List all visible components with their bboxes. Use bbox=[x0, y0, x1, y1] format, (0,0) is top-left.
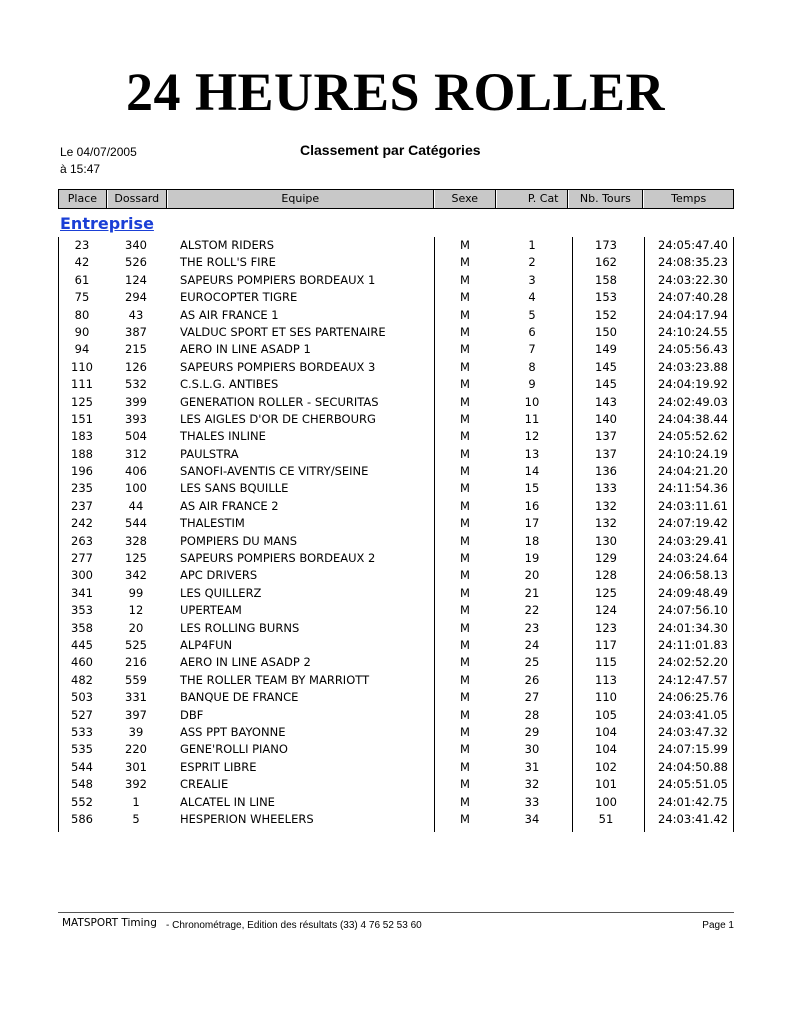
cell-dossard: 397 bbox=[125, 707, 147, 722]
cell-temps: 24:07:56.10 bbox=[658, 603, 728, 618]
cell-place: 460 bbox=[71, 655, 93, 670]
cell-dossard: 312 bbox=[125, 446, 147, 461]
cell-sexe: M bbox=[460, 672, 470, 687]
table-row bbox=[58, 811, 734, 828]
cell-equipe: ASS PPT BAYONNE bbox=[180, 724, 286, 739]
cell-place: 183 bbox=[71, 429, 93, 444]
cell-pcat: 34 bbox=[524, 811, 540, 826]
cell-temps: 24:02:49.03 bbox=[658, 394, 728, 409]
column-header-dossard: Dossard bbox=[107, 190, 167, 208]
cell-temps: 24:10:24.19 bbox=[658, 446, 728, 461]
cell-tours: 123 bbox=[595, 620, 617, 635]
cell-dossard: 504 bbox=[125, 429, 147, 444]
table-row bbox=[58, 428, 734, 445]
cell-tours: 125 bbox=[595, 585, 617, 600]
cell-dossard: 559 bbox=[125, 672, 147, 687]
cell-tours: 152 bbox=[595, 307, 617, 322]
cell-place: 548 bbox=[71, 777, 93, 792]
table-row bbox=[58, 759, 734, 776]
cell-equipe: DBF bbox=[180, 707, 204, 722]
cell-place: 544 bbox=[71, 759, 93, 774]
cell-dossard: 399 bbox=[125, 394, 147, 409]
cell-place: 23 bbox=[74, 238, 90, 252]
cell-pcat: 12 bbox=[524, 429, 540, 444]
table-row bbox=[58, 707, 734, 724]
cell-place: 125 bbox=[71, 394, 93, 409]
cell-sexe: M bbox=[460, 811, 470, 826]
column-header-pcat: P. Cat bbox=[496, 190, 568, 208]
column-header-place: Place bbox=[59, 190, 107, 208]
cell-tours: 153 bbox=[595, 290, 617, 305]
cell-sexe: M bbox=[460, 238, 470, 252]
table-row bbox=[58, 480, 734, 497]
cell-tours: 101 bbox=[595, 777, 617, 792]
cell-equipe: AERO IN LINE ASADP 1 bbox=[180, 342, 311, 357]
report-time: à 15:47 bbox=[60, 162, 101, 176]
cell-dossard: 12 bbox=[128, 603, 144, 618]
cell-place: 445 bbox=[71, 637, 93, 652]
cell-equipe: LES SANS BQUILLE bbox=[180, 481, 289, 496]
table-row bbox=[58, 567, 734, 584]
cell-dossard: 525 bbox=[125, 637, 147, 652]
cell-dossard: 328 bbox=[125, 533, 147, 548]
cell-equipe: SAPEURS POMPIERS BORDEAUX 3 bbox=[180, 359, 376, 374]
cell-pcat: 21 bbox=[524, 585, 540, 600]
cell-temps: 24:03:41.42 bbox=[658, 811, 728, 826]
cell-place: 503 bbox=[71, 690, 93, 705]
cell-pcat: 19 bbox=[524, 551, 540, 566]
cell-sexe: M bbox=[460, 255, 470, 270]
cell-sexe: M bbox=[460, 637, 470, 652]
cell-temps: 24:04:50.88 bbox=[658, 759, 728, 774]
cell-equipe: THE ROLLER TEAM BY MARRIOTT bbox=[180, 672, 370, 687]
cell-tours: 158 bbox=[595, 272, 617, 287]
cell-temps: 24:08:35.23 bbox=[658, 255, 728, 270]
cell-sexe: M bbox=[460, 411, 470, 426]
cell-temps: 24:11:01.83 bbox=[658, 637, 728, 652]
cell-sexe: M bbox=[460, 707, 470, 722]
table-row bbox=[58, 289, 734, 306]
cell-sexe: M bbox=[460, 603, 470, 618]
cell-pcat: 18 bbox=[524, 533, 540, 548]
cell-equipe: EUROCOPTER TIGRE bbox=[180, 290, 298, 305]
table-row bbox=[58, 307, 734, 324]
cell-temps: 24:05:56.43 bbox=[658, 342, 728, 357]
cell-tours: 104 bbox=[595, 724, 617, 739]
table-row bbox=[58, 741, 734, 758]
table-row bbox=[58, 463, 734, 480]
cell-dossard: 301 bbox=[125, 759, 147, 774]
cell-temps: 24:03:47.32 bbox=[658, 724, 728, 739]
cell-sexe: M bbox=[460, 290, 470, 305]
cell-pcat: 30 bbox=[524, 742, 540, 757]
cell-place: 90 bbox=[74, 324, 90, 339]
cell-pcat: 29 bbox=[524, 724, 540, 739]
cell-tours: 115 bbox=[595, 655, 617, 670]
cell-equipe: THALES INLINE bbox=[180, 429, 266, 444]
cell-pcat: 10 bbox=[524, 394, 540, 409]
cell-pcat: 13 bbox=[524, 446, 540, 461]
cell-dossard: 387 bbox=[125, 324, 147, 339]
cell-temps: 24:04:19.92 bbox=[658, 377, 728, 392]
column-header-sexe: Sexe bbox=[434, 190, 496, 208]
cell-dossard: 126 bbox=[125, 359, 147, 374]
cell-equipe: AS AIR FRANCE 2 bbox=[180, 498, 279, 513]
cell-dossard: 124 bbox=[125, 272, 147, 287]
cell-pcat: 2 bbox=[528, 255, 536, 270]
cell-equipe: SAPEURS POMPIERS BORDEAUX 2 bbox=[180, 551, 376, 566]
cell-place: 533 bbox=[71, 724, 93, 739]
footer-text: - Chronométrage, Edition des résultats (33) 4 76 52 53 60 bbox=[166, 920, 422, 931]
cell-sexe: M bbox=[460, 429, 470, 444]
table-row bbox=[58, 776, 734, 793]
cell-tours: 173 bbox=[595, 238, 617, 252]
cell-sexe: M bbox=[460, 324, 470, 339]
column-header-equipe: Equipe bbox=[167, 190, 434, 208]
cell-tours: 133 bbox=[595, 481, 617, 496]
cell-dossard: 44 bbox=[128, 498, 144, 513]
table-row bbox=[58, 724, 734, 741]
cell-temps: 24:03:29.41 bbox=[658, 533, 728, 548]
cell-sexe: M bbox=[460, 342, 470, 357]
table-row bbox=[58, 341, 734, 358]
cell-tours: 124 bbox=[595, 603, 617, 618]
cell-temps: 24:01:42.75 bbox=[658, 794, 728, 809]
cell-temps: 24:01:34.30 bbox=[658, 620, 728, 635]
cell-temps: 24:03:24.64 bbox=[658, 551, 728, 566]
cell-dossard: 20 bbox=[128, 620, 144, 635]
cell-place: 196 bbox=[71, 464, 93, 479]
footer-brand: MATSPORT Timing bbox=[62, 917, 157, 929]
cell-sexe: M bbox=[460, 533, 470, 548]
cell-equipe: HESPERION WHEELERS bbox=[180, 811, 314, 826]
table-row bbox=[58, 411, 734, 428]
cell-equipe: AS AIR FRANCE 1 bbox=[180, 307, 279, 322]
cell-pcat: 15 bbox=[524, 481, 540, 496]
cell-dossard: 340 bbox=[125, 238, 147, 252]
cell-pcat: 22 bbox=[524, 603, 540, 618]
cell-tours: 150 bbox=[595, 324, 617, 339]
cell-temps: 24:02:52.20 bbox=[658, 655, 728, 670]
table-row bbox=[58, 324, 734, 341]
column-header-tours: Nb. Tours bbox=[568, 190, 644, 208]
cell-tours: 113 bbox=[595, 672, 617, 687]
cell-tours: 51 bbox=[598, 811, 614, 826]
cell-pcat: 3 bbox=[528, 272, 536, 287]
cell-temps: 24:06:25.76 bbox=[658, 690, 728, 705]
table-row bbox=[58, 237, 734, 254]
category-title[interactable]: Entreprise bbox=[60, 214, 154, 233]
cell-pcat: 4 bbox=[528, 290, 536, 305]
table-row bbox=[58, 515, 734, 532]
cell-place: 110 bbox=[71, 359, 93, 374]
footer-divider bbox=[58, 912, 734, 913]
cell-tours: 102 bbox=[595, 759, 617, 774]
table-row bbox=[58, 498, 734, 515]
cell-equipe: SAPEURS POMPIERS BORDEAUX 1 bbox=[180, 272, 376, 287]
cell-pcat: 20 bbox=[524, 568, 540, 583]
cell-place: 535 bbox=[71, 742, 93, 757]
cell-tours: 145 bbox=[595, 377, 617, 392]
cell-temps: 24:03:22.30 bbox=[658, 272, 728, 287]
cell-dossard: 39 bbox=[128, 724, 144, 739]
cell-temps: 24:04:17.94 bbox=[658, 307, 728, 322]
table-row bbox=[58, 689, 734, 706]
cell-sexe: M bbox=[460, 446, 470, 461]
cell-equipe: GENE'ROLLI PIANO bbox=[180, 742, 288, 757]
cell-tours: 132 bbox=[595, 516, 617, 531]
cell-equipe: AERO IN LINE ASADP 2 bbox=[180, 655, 311, 670]
cell-tours: 104 bbox=[595, 742, 617, 757]
cell-temps: 24:06:58.13 bbox=[658, 568, 728, 583]
cell-tours: 162 bbox=[595, 255, 617, 270]
cell-place: 358 bbox=[71, 620, 93, 635]
report-date: Le 04/07/2005 bbox=[60, 145, 137, 159]
table-body bbox=[58, 237, 734, 828]
cell-pcat: 14 bbox=[524, 464, 540, 479]
cell-equipe: VALDUC SPORT ET SES PARTENAIRE bbox=[180, 324, 386, 339]
cell-equipe: ALP4FUN bbox=[180, 637, 233, 652]
cell-dossard: 100 bbox=[125, 481, 147, 496]
column-header-temps: Temps bbox=[643, 190, 733, 208]
cell-sexe: M bbox=[460, 690, 470, 705]
cell-sexe: M bbox=[460, 464, 470, 479]
cell-tours: 140 bbox=[595, 411, 617, 426]
cell-pcat: 31 bbox=[524, 759, 540, 774]
cell-tours: 129 bbox=[595, 551, 617, 566]
cell-dossard: 526 bbox=[125, 255, 147, 270]
cell-pcat: 1 bbox=[528, 238, 536, 252]
cell-place: 353 bbox=[71, 603, 93, 618]
cell-tours: 100 bbox=[595, 794, 617, 809]
cell-dossard: 216 bbox=[125, 655, 147, 670]
cell-temps: 24:05:52.62 bbox=[658, 429, 728, 444]
cell-pcat: 6 bbox=[528, 324, 536, 339]
cell-pcat: 11 bbox=[524, 411, 540, 426]
cell-place: 75 bbox=[74, 290, 90, 305]
cell-sexe: M bbox=[460, 568, 470, 583]
table-row bbox=[58, 376, 734, 393]
cell-equipe: LES ROLLING BURNS bbox=[180, 620, 300, 635]
cell-equipe: ESPRIT LIBRE bbox=[180, 759, 257, 774]
table-row bbox=[58, 394, 734, 411]
cell-equipe: SANOFI-AVENTIS CE VITRY/SEINE bbox=[180, 464, 369, 479]
cell-tours: 137 bbox=[595, 429, 617, 444]
cell-tours: 145 bbox=[595, 359, 617, 374]
cell-dossard: 331 bbox=[125, 690, 147, 705]
cell-sexe: M bbox=[460, 742, 470, 757]
cell-temps: 24:05:51.05 bbox=[658, 777, 728, 792]
cell-place: 263 bbox=[71, 533, 93, 548]
table-row bbox=[58, 637, 734, 654]
cell-dossard: 406 bbox=[125, 464, 147, 479]
cell-equipe: ALCATEL IN LINE bbox=[180, 794, 275, 809]
cell-pcat: 26 bbox=[524, 672, 540, 687]
cell-place: 188 bbox=[71, 446, 93, 461]
cell-pcat: 32 bbox=[524, 777, 540, 792]
cell-equipe: LES QUILLERZ bbox=[180, 585, 262, 600]
cell-place: 61 bbox=[74, 272, 90, 287]
cell-dossard: 1 bbox=[132, 794, 140, 809]
cell-sexe: M bbox=[460, 551, 470, 566]
cell-equipe: GENERATION ROLLER - SECURITAS bbox=[180, 394, 379, 409]
cell-equipe: UPERTEAM bbox=[180, 603, 242, 618]
cell-place: 94 bbox=[74, 342, 90, 357]
cell-sexe: M bbox=[460, 620, 470, 635]
cell-dossard: 294 bbox=[125, 290, 147, 305]
cell-temps: 24:09:48.49 bbox=[658, 585, 728, 600]
cell-sexe: M bbox=[460, 655, 470, 670]
cell-sexe: M bbox=[460, 777, 470, 792]
page-number: Page 1 bbox=[702, 920, 734, 931]
table-row bbox=[58, 654, 734, 671]
cell-temps: 24:07:40.28 bbox=[658, 290, 728, 305]
cell-place: 242 bbox=[71, 516, 93, 531]
cell-equipe: THE ROLL'S FIRE bbox=[180, 255, 276, 270]
cell-place: 80 bbox=[74, 307, 90, 322]
cell-temps: 24:03:23.88 bbox=[658, 359, 728, 374]
cell-pcat: 16 bbox=[524, 498, 540, 513]
table-row bbox=[58, 602, 734, 619]
results-table bbox=[58, 237, 734, 832]
cell-place: 552 bbox=[71, 794, 93, 809]
cell-equipe: LES AIGLES D'OR DE CHERBOURG bbox=[180, 411, 376, 426]
cell-dossard: 532 bbox=[125, 377, 147, 392]
cell-equipe: POMPIERS DU MANS bbox=[180, 533, 298, 548]
cell-pcat: 25 bbox=[524, 655, 540, 670]
cell-temps: 24:04:38.44 bbox=[658, 411, 728, 426]
cell-place: 300 bbox=[71, 568, 93, 583]
cell-pcat: 9 bbox=[528, 377, 536, 392]
cell-equipe: APC DRIVERS bbox=[180, 568, 258, 583]
cell-place: 237 bbox=[71, 498, 93, 513]
cell-sexe: M bbox=[460, 481, 470, 496]
cell-tours: 130 bbox=[595, 533, 617, 548]
table-row bbox=[58, 533, 734, 550]
cell-sexe: M bbox=[460, 394, 470, 409]
cell-dossard: 99 bbox=[128, 585, 144, 600]
cell-equipe: BANQUE DE FRANCE bbox=[180, 690, 299, 705]
cell-pcat: 5 bbox=[528, 307, 536, 322]
cell-temps: 24:05:47.40 bbox=[658, 238, 728, 252]
table-row bbox=[58, 254, 734, 271]
cell-tours: 117 bbox=[595, 637, 617, 652]
cell-tours: 110 bbox=[595, 690, 617, 705]
cell-sexe: M bbox=[460, 724, 470, 739]
cell-sexe: M bbox=[460, 759, 470, 774]
cell-place: 277 bbox=[71, 551, 93, 566]
cell-place: 111 bbox=[71, 377, 93, 392]
cell-dossard: 5 bbox=[132, 811, 140, 826]
table-row bbox=[58, 620, 734, 637]
cell-sexe: M bbox=[460, 794, 470, 809]
cell-pcat: 23 bbox=[524, 620, 540, 635]
cell-dossard: 220 bbox=[125, 742, 147, 757]
cell-equipe: CREALIE bbox=[180, 777, 229, 792]
cell-pcat: 7 bbox=[528, 342, 536, 357]
cell-dossard: 43 bbox=[128, 307, 144, 322]
cell-place: 235 bbox=[71, 481, 93, 496]
table-row bbox=[58, 585, 734, 602]
cell-sexe: M bbox=[460, 359, 470, 374]
cell-dossard: 342 bbox=[125, 568, 147, 583]
cell-place: 586 bbox=[71, 811, 93, 826]
cell-pcat: 28 bbox=[524, 707, 540, 722]
cell-place: 42 bbox=[74, 255, 90, 270]
table-header bbox=[58, 189, 734, 209]
cell-equipe: ALSTOM RIDERS bbox=[180, 238, 275, 252]
cell-sexe: M bbox=[460, 377, 470, 392]
cell-pcat: 24 bbox=[524, 637, 540, 652]
cell-pcat: 33 bbox=[524, 794, 540, 809]
cell-pcat: 17 bbox=[524, 516, 540, 531]
cell-dossard: 544 bbox=[125, 516, 147, 531]
cell-equipe: PAULSTRA bbox=[180, 446, 239, 461]
cell-place: 482 bbox=[71, 672, 93, 687]
table-row bbox=[58, 446, 734, 463]
cell-place: 527 bbox=[71, 707, 93, 722]
cell-temps: 24:07:15.99 bbox=[658, 742, 728, 757]
page-title: 24 HEURES ROLLER bbox=[125, 62, 666, 122]
cell-place: 341 bbox=[71, 585, 93, 600]
cell-tours: 132 bbox=[595, 498, 617, 513]
cell-sexe: M bbox=[460, 498, 470, 513]
cell-sexe: M bbox=[460, 272, 470, 287]
table-row bbox=[58, 794, 734, 811]
cell-temps: 24:03:11.61 bbox=[658, 498, 728, 513]
cell-temps: 24:03:41.05 bbox=[658, 707, 728, 722]
table-row bbox=[58, 359, 734, 376]
cell-dossard: 215 bbox=[125, 342, 147, 357]
cell-temps: 24:10:24.55 bbox=[658, 324, 728, 339]
cell-tours: 136 bbox=[595, 464, 617, 479]
cell-temps: 24:07:19.42 bbox=[658, 516, 728, 531]
cell-pcat: 8 bbox=[528, 359, 536, 374]
cell-dossard: 392 bbox=[125, 777, 147, 792]
cell-dossard: 393 bbox=[125, 411, 147, 426]
cell-pcat: 27 bbox=[524, 690, 540, 705]
cell-equipe: THALESTIM bbox=[180, 516, 245, 531]
cell-temps: 24:04:21.20 bbox=[658, 464, 728, 479]
cell-sexe: M bbox=[460, 516, 470, 531]
cell-sexe: M bbox=[460, 585, 470, 600]
cell-sexe: M bbox=[460, 307, 470, 322]
cell-place: 151 bbox=[71, 411, 93, 426]
report-subtitle: Classement par Catégories bbox=[300, 142, 481, 158]
cell-temps: 24:11:54.36 bbox=[658, 481, 728, 496]
cell-equipe: C.S.L.G. ANTIBES bbox=[180, 377, 279, 392]
cell-tours: 149 bbox=[595, 342, 617, 357]
table-row bbox=[58, 550, 734, 567]
cell-tours: 105 bbox=[595, 707, 617, 722]
cell-temps: 24:12:47.57 bbox=[658, 672, 728, 687]
table-row bbox=[58, 672, 734, 689]
cell-dossard: 125 bbox=[125, 551, 147, 566]
cell-tours: 143 bbox=[595, 394, 617, 409]
cell-tours: 137 bbox=[595, 446, 617, 461]
cell-tours: 128 bbox=[595, 568, 617, 583]
table-row bbox=[58, 272, 734, 289]
